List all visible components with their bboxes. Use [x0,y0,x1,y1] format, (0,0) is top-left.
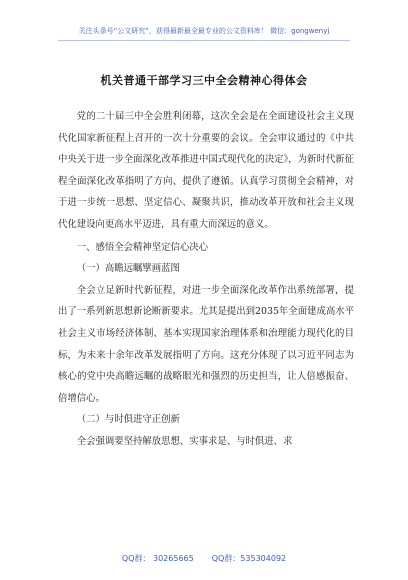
intro-paragraph: 党的二十届三中全会胜利闭幕，这次全会是在全面建设社会主义现代化国家新征程上召开的一次十分重要的会议。全会审议通过的《中共中央关于进一步全面深化改革推进中国式现代化的决定》，为新时代新征程全面深化改革指明了方向、提供了遵循。认真学习贯彻全会精神，对于进一步统一思想、坚定信心、凝聚共识，推动改革开放和社会主义现代化建设向更高水平迈进，具有重大而深远的意义。 [58,111,354,230]
document-title: 机关普通干部学习三中全会精神心得体会 [100,74,308,87]
header-divider [58,40,350,41]
body-paragraph: 全会强调要坚持解放思想、实事求是、与时俱进、求 [76,435,293,447]
body-paragraph: 全会立足新时代新征程，对进一步全面深化改革作出系统部署，提出了一系列新思想新论断新要求。尤其是提出到2035年全面建成高水平社会主义市场经济体制、基本实现国家治理体系和治理能力现代化的目标，为未来十余年改革发展指明了方向。这充分体现了以习近平同志为核心的党中央高瞻远瞩的战略眼光和强烈的历史担当，让人倍感振奋、倍增信心。 [58,284,354,404]
footer-contact [0,553,408,564]
subsection-heading: （一）高瞻远瞩擘画蓝图 [76,263,180,275]
qq-group-2: QQ群：535304092 [211,554,287,563]
header-note: 关注头条号“公文研究”，获得最新最全最专业的公文资料库！ 微信：gongwenyj [78,27,330,35]
section-heading: 一、感悟全会精神坚定信心决心 [76,241,209,253]
subsection-heading: （二）与时俱进守正创新 [76,414,180,426]
document-body [58,106,354,453]
qq-group-1: QQ群： 30265665 [121,554,194,563]
